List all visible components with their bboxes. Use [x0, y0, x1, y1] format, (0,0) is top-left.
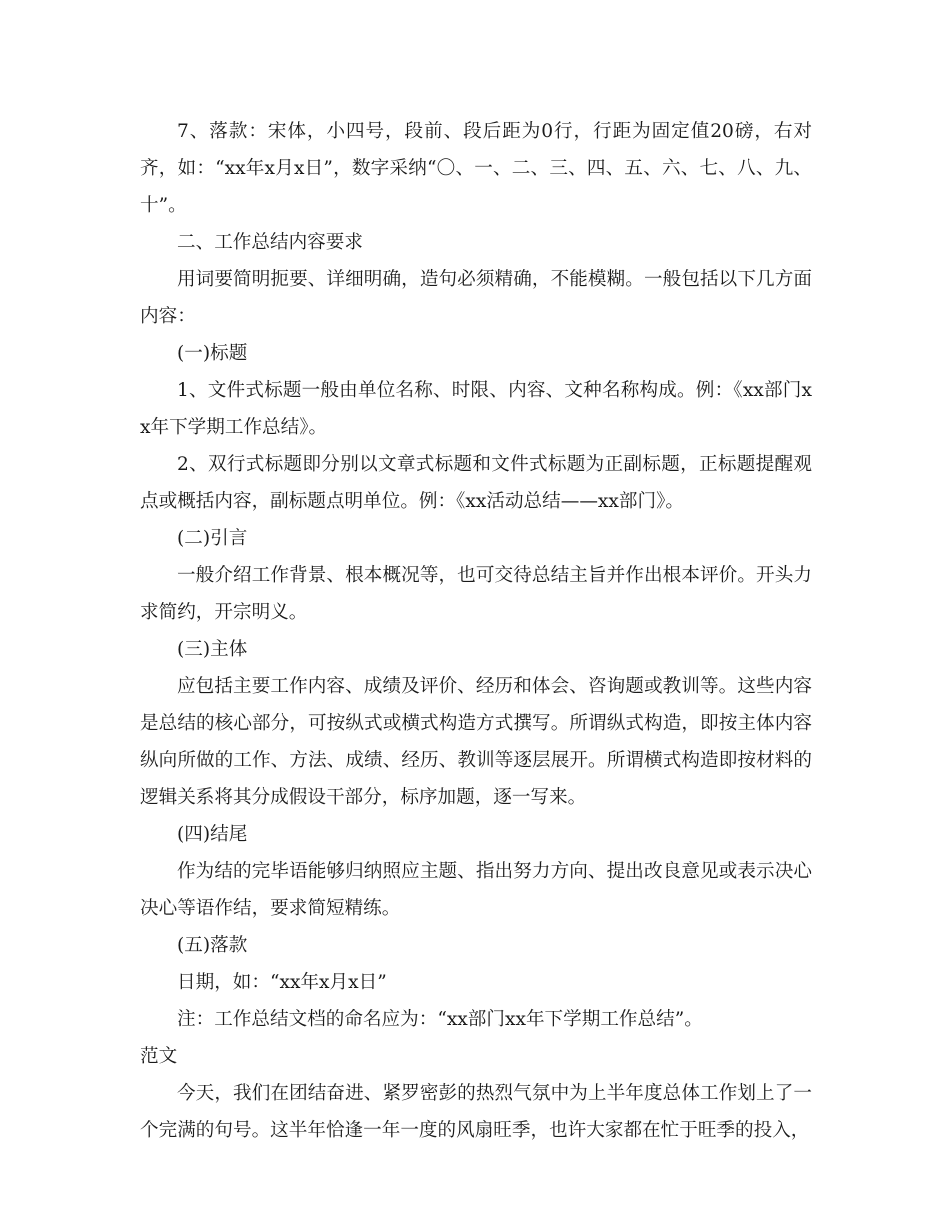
paragraph-file-style-title: 1、文件式标题一般由单位名称、时限、内容、文种名称构成。例：《xx部门xx年下学期工作总结》。 — [140, 380, 812, 438]
subheading-introduction: (二)引言 — [177, 528, 248, 549]
paragraph-main-body: 应包括主要工作内容、成绩及评价、经历和体会、咨询题或教训等。这些内容是总结的核心部分，可按纵式或横式构造方式撰写。所谓纵式构造，即按主体内容纵向所做的工作、方法、成绩、经历、教训等逐层展开。所谓横式构造即按材料的逻辑关系将其分成假设干部分，标序加题，逐一写来。 — [140, 676, 812, 808]
document-body — [140, 113, 812, 1149]
paragraph-ending: 作为结的完毕语能够归纳照应主题、指出努力方向、提出改良意见或表示决心决心等语作结，要求简短精练。 — [140, 861, 812, 919]
paragraph-wording-requirements: 用词要简明扼要、详细明确，造句必须精确，不能模糊。一般包括以下几方面内容： — [140, 269, 812, 327]
paragraph-signature-format: 7、落款：宋体，小四号，段前、段后距为0行，行距为固定值20磅，右对齐，如：“xx年x月x日”，数字采纳“〇、一、二、三、四、五、六、七、八、九、十”。 — [140, 121, 812, 216]
paragraph-file-naming-note: 注：工作总结文档的命名应为：“xx部门xx年下学期工作总结”。 — [177, 1009, 703, 1030]
paragraph-date-format: 日期，如：“xx年x月x日” — [177, 972, 387, 993]
paragraph-sample-opening: 今天，我们在团结奋进、紧罗密彭的热烈气氛中为上半年度总体工作划上了一个完满的句号。这半年恰逢一年一度的风扇旺季，也许大家都在忙于旺季的投入， — [140, 1083, 812, 1141]
subheading-signature: (五)落款 — [177, 935, 248, 956]
heading-sample-text: 范文 — [140, 1046, 178, 1067]
paragraph-introduction: 一般介绍工作背景、根本概况等，也可交待总结主旨并作出根本评价。开头力求简约，开宗明义。 — [140, 565, 812, 623]
subheading-main-body: (三)主体 — [177, 639, 248, 660]
section-heading-content-requirements: 二、工作总结内容要求 — [177, 232, 363, 253]
paragraph-double-line-title: 2、双行式标题即分别以文章式标题和文件式标题为正副标题，正标题提醒观点或概括内容，副标题点明单位。例：《xx活动总结——xx部门》。 — [140, 454, 812, 512]
subheading-ending: (四)结尾 — [177, 824, 248, 845]
subheading-title: (一)标题 — [177, 343, 248, 364]
